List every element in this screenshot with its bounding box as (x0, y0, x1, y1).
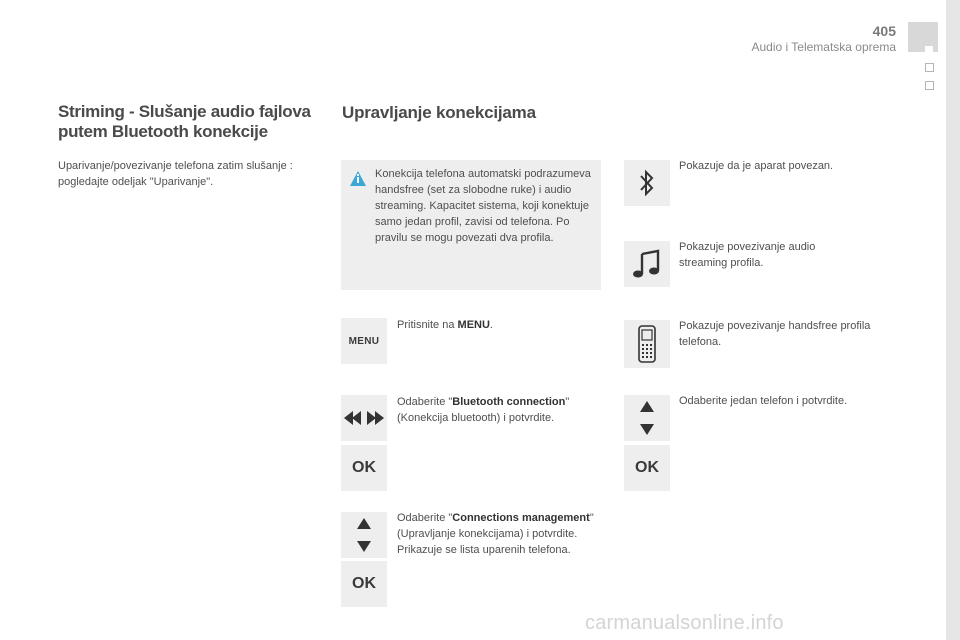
step-press-menu: Pritisnite na MENU. (397, 319, 493, 331)
section-title-streaming: Striming - Slušanje audio fajlova putem Bluetooth konekcije (58, 102, 311, 141)
bluetooth-icon (624, 160, 670, 206)
up-down-arrows-icon (341, 512, 387, 558)
chapter-tab (908, 22, 938, 52)
chapter-title: Audio i Telematska oprema (751, 40, 896, 54)
info-text: Konekcija telefona automatski podrazumeva handsfree (set za slobodne ruke) i audio streaming. Kapacitet sistema, koji konektuje samo jedan profil, zavisi od telefona. Po pravilu se mogu povezati dva profila. (375, 168, 591, 244)
ok-label: OK (635, 459, 659, 476)
chapter-tab-marker-empty (925, 63, 934, 72)
page-number: 405 (872, 23, 896, 39)
left-right-arrows-icon (341, 395, 387, 441)
watermark: carmanualsonline.info (585, 612, 784, 634)
up-down-arrows-icon (624, 395, 670, 441)
streaming-text: Uparivanje/povezivanje telefona zatim slušanje : pogledajte odeljak "Uparivanje". (58, 160, 293, 188)
menu-label: MENU (348, 335, 380, 347)
ok-label: OK (352, 459, 376, 476)
ok-button-icon (341, 561, 387, 607)
page-edge-strip (946, 0, 960, 640)
legend-handsfree-text: Pokazuje povezivanje handsfree profila telefona. (679, 320, 871, 348)
step-bluetooth-connection: Odaberite "Bluetooth connection" (Konekcija bluetooth) i potvrdite. (397, 396, 570, 424)
section-title-connections: Upravljanje konekcijama (342, 103, 536, 122)
phone-icon (624, 320, 670, 368)
ok-button-icon (341, 445, 387, 491)
music-note-icon (624, 241, 670, 287)
legend-bluetooth-text: Pokazuje da je aparat povezan. (679, 160, 834, 172)
ok-button-icon (624, 445, 670, 491)
ok-label: OK (352, 575, 376, 592)
legend-audio-text: Pokazuje povezivanje audio streaming profila. (679, 241, 816, 269)
info-icon (349, 170, 367, 188)
chapter-tab-marker (925, 46, 933, 54)
menu-button-icon (341, 318, 387, 364)
chapter-tab-marker-empty (925, 81, 934, 90)
legend-select-text: Odaberite jedan telefon i potvrdite. (679, 395, 848, 407)
step-connections-management: Odaberite "Connections management" (Upravljanje konekcijama) i potvrdite. Prikazuje se lista uparenih telefona. (397, 512, 594, 556)
